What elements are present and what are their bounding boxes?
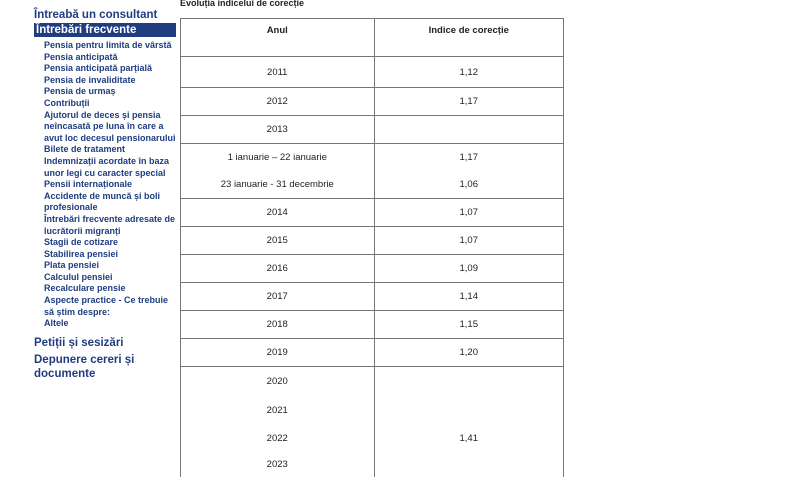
sidebar-subitem[interactable]: Bilete de tratament bbox=[44, 144, 126, 155]
cell-year: 1 ianuarie – 22 ianuarie bbox=[181, 144, 375, 172]
cell-year: 2018 bbox=[181, 311, 375, 339]
table-row bbox=[181, 425, 564, 453]
column-header-index: Indice de corecție bbox=[374, 19, 564, 57]
cell-year: 2014 bbox=[181, 199, 375, 227]
faq-submenu bbox=[34, 40, 180, 330]
cell-index bbox=[374, 453, 564, 477]
sidebar-subitem[interactable]: Recalculare pensie bbox=[44, 283, 126, 294]
sidebar-subitem[interactable]: Contribuții bbox=[44, 97, 90, 108]
table-row bbox=[181, 227, 564, 255]
sidebar-subitem[interactable]: Calculul pensiei bbox=[44, 271, 113, 282]
table-row bbox=[181, 367, 564, 396]
nav-link-depunere[interactable]: Depunere cereri și documente bbox=[34, 353, 135, 380]
cell-year: 2023 bbox=[181, 453, 375, 477]
cell-index bbox=[374, 367, 564, 396]
nav-link-petitii[interactable]: Petiții și sesizări bbox=[34, 336, 124, 349]
sidebar-subitem[interactable]: Stabilirea pensiei bbox=[44, 248, 119, 259]
table-row bbox=[181, 283, 564, 311]
sidebar-subitem[interactable]: Stagii de cotizare bbox=[44, 237, 119, 248]
cell-year: 2015 bbox=[181, 227, 375, 255]
cell-index: 1,06 bbox=[459, 179, 478, 191]
table-row bbox=[181, 88, 564, 116]
cell-index: 1,41 bbox=[459, 433, 478, 444]
sidebar-subitem[interactable]: Accidente de muncă și boli profesionale bbox=[44, 190, 161, 213]
cell-index: 1,17 bbox=[374, 144, 564, 172]
cell-index: 1,17 bbox=[374, 88, 564, 116]
table-row bbox=[181, 339, 564, 367]
cell-index: 1,09 bbox=[374, 255, 564, 283]
cell-index: 1,14 bbox=[374, 283, 564, 311]
sidebar-nav bbox=[34, 0, 180, 381]
cell-index: 1,20 bbox=[374, 339, 564, 367]
sidebar-subitem[interactable]: Pensia pentru limita de vârstă bbox=[44, 40, 172, 50]
cell-index bbox=[374, 116, 564, 144]
sidebar-subitem[interactable]: Întrebări frecvente adresate de lucrătorii migranți bbox=[44, 213, 176, 236]
sidebar-subitem[interactable]: Aspecte practice - Ce trebuie să știm despre: bbox=[44, 295, 169, 317]
cell-year: 2012 bbox=[181, 88, 375, 116]
cell-index: 1,07 bbox=[374, 199, 564, 227]
sidebar-subitem[interactable]: Plata pensiei bbox=[44, 260, 100, 271]
table-row bbox=[181, 396, 564, 425]
table-row bbox=[181, 453, 564, 477]
cell-index: 1,07 bbox=[374, 227, 564, 255]
sidebar-subitem[interactable]: Pensia de invaliditate bbox=[44, 74, 136, 85]
correction-index-table bbox=[180, 18, 564, 477]
sidebar-subitem[interactable]: Pensia anticipată parțială bbox=[44, 63, 153, 74]
cell-index bbox=[374, 396, 564, 425]
cell-year: 2022 bbox=[181, 425, 375, 453]
table-row bbox=[181, 57, 564, 88]
table-header-row bbox=[181, 19, 564, 57]
sidebar-subitem[interactable]: Pensia anticipată bbox=[44, 51, 118, 62]
table-row bbox=[181, 255, 564, 283]
table-row bbox=[181, 116, 564, 144]
nav-link-faq-active[interactable]: Întrebări frecvente bbox=[34, 23, 176, 37]
sidebar-subitem[interactable]: Indemnizații acordate în baza unor legi cu caracter special bbox=[44, 155, 170, 178]
sidebar-subitem[interactable]: Pensii internaționale bbox=[44, 179, 133, 190]
cell-year: 2011 bbox=[181, 57, 375, 88]
cell-year: 2021 bbox=[181, 396, 375, 425]
table-title: Evoluția indicelui de corecție bbox=[180, 0, 305, 8]
cell-year: 2019 bbox=[181, 339, 375, 367]
cell-index: 1,12 bbox=[459, 66, 478, 78]
cell-index: 1,15 bbox=[374, 311, 564, 339]
sidebar-subitem[interactable]: Pensia de urmaș bbox=[44, 86, 116, 97]
table-row bbox=[181, 144, 564, 172]
table-row bbox=[181, 199, 564, 227]
table-row bbox=[181, 172, 564, 199]
cell-year: 2017 bbox=[181, 283, 375, 311]
cell-year: 2013 bbox=[181, 116, 375, 144]
cell-year: 2020 bbox=[181, 367, 375, 396]
nav-link-consultant[interactable]: Întreabă un consultant bbox=[34, 9, 158, 21]
table-row bbox=[181, 311, 564, 339]
cell-year: 2016 bbox=[181, 255, 375, 283]
sidebar-subitem[interactable]: Altele bbox=[44, 318, 69, 329]
column-header-year: Anul bbox=[181, 19, 375, 57]
cell-year: 23 ianuarie - 31 decembrie bbox=[181, 172, 375, 199]
sidebar-subitem[interactable]: Ajutorul de deces și pensia neîncasată pe luna în care a avut loc decesul pensionarului bbox=[44, 109, 176, 143]
